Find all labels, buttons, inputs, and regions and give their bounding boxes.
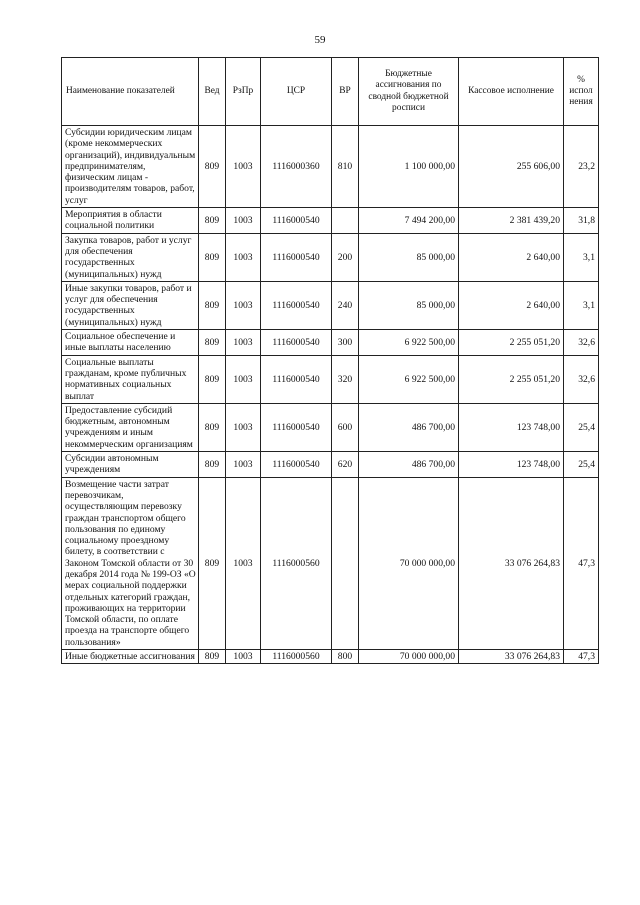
page-number: 59 <box>314 34 326 46</box>
row-ved: 809 <box>199 208 226 234</box>
header-percent: % испол нения <box>564 58 599 126</box>
row-vr: 600 <box>332 403 359 451</box>
row-cash: 2 255 051,20 <box>459 330 564 356</box>
header-vr: ВР <box>332 58 359 126</box>
row-ved: 809 <box>199 650 226 664</box>
row-rzpr: 1003 <box>226 403 261 451</box>
row-budget: 6 922 500,00 <box>359 330 459 356</box>
row-csr: 1116000540 <box>261 452 332 478</box>
row-percent: 23,2 <box>564 126 599 208</box>
header-csr: ЦСР <box>261 58 332 126</box>
row-rzpr: 1003 <box>226 650 261 664</box>
table-row <box>62 452 599 478</box>
row-name: Иные бюджетные ассигнования <box>62 650 199 664</box>
row-percent: 32,6 <box>564 355 599 403</box>
row-cash: 33 076 264,83 <box>459 477 564 649</box>
row-percent: 3,1 <box>564 233 599 281</box>
table-row <box>62 650 599 664</box>
row-budget: 85 000,00 <box>359 233 459 281</box>
table-row <box>62 281 599 329</box>
row-csr: 1116000540 <box>261 355 332 403</box>
row-ved: 809 <box>199 126 226 208</box>
row-vr: 800 <box>332 650 359 664</box>
row-ved: 809 <box>199 403 226 451</box>
row-rzpr: 1003 <box>226 452 261 478</box>
row-csr: 1116000560 <box>261 650 332 664</box>
header-ved: Вед <box>199 58 226 126</box>
row-ved: 809 <box>199 233 226 281</box>
row-rzpr: 1003 <box>226 330 261 356</box>
row-percent: 47,3 <box>564 650 599 664</box>
row-csr: 1116000540 <box>261 208 332 234</box>
row-budget: 85 000,00 <box>359 281 459 329</box>
row-percent: 25,4 <box>564 403 599 451</box>
budget-execution-table <box>61 57 599 664</box>
row-ved: 809 <box>199 281 226 329</box>
row-vr: 200 <box>332 233 359 281</box>
row-name: Социальное обеспечение и иные выплаты населению <box>62 330 199 356</box>
row-cash: 255 606,00 <box>459 126 564 208</box>
row-rzpr: 1003 <box>226 281 261 329</box>
table-row <box>62 355 599 403</box>
row-name: Возмещение части затрат перевозчикам, осуществляющим перевозку граждан транспортом общего пользования по единому социальному проездному билету, в соответствии с Законом Томской области от 30 декабря 2014 года № 199-ОЗ «О мерах социальной поддержки отдельных категорий граждан, проживающих на территории Томской области, по оплате проезда на транспорте общего пользования» <box>62 477 199 649</box>
row-cash: 33 076 264,83 <box>459 650 564 664</box>
row-name: Предоставление субсидий бюджетным, автономным учреждениям и иным некоммерческим организациям <box>62 403 199 451</box>
row-cash: 2 640,00 <box>459 233 564 281</box>
row-cash: 123 748,00 <box>459 403 564 451</box>
table-row <box>62 403 599 451</box>
row-vr: 300 <box>332 330 359 356</box>
row-ved: 809 <box>199 330 226 356</box>
row-csr: 1116000360 <box>261 126 332 208</box>
row-budget: 1 100 000,00 <box>359 126 459 208</box>
row-name: Мероприятия в области социальной политики <box>62 208 199 234</box>
row-percent: 25,4 <box>564 452 599 478</box>
row-ved: 809 <box>199 477 226 649</box>
row-budget: 6 922 500,00 <box>359 355 459 403</box>
row-name: Иные закупки товаров, работ и услуг для обеспечения государственных (муниципальных) нужд <box>62 281 199 329</box>
row-cash: 2 381 439,20 <box>459 208 564 234</box>
table-row <box>62 233 599 281</box>
header-rzpr: РзПр <box>226 58 261 126</box>
row-vr: 320 <box>332 355 359 403</box>
row-ved: 809 <box>199 355 226 403</box>
row-vr <box>332 477 359 649</box>
table-row <box>62 126 599 208</box>
row-budget: 486 700,00 <box>359 452 459 478</box>
row-rzpr: 1003 <box>226 477 261 649</box>
row-rzpr: 1003 <box>226 355 261 403</box>
row-cash: 123 748,00 <box>459 452 564 478</box>
row-percent: 31,8 <box>564 208 599 234</box>
row-percent: 32,6 <box>564 330 599 356</box>
row-vr <box>332 208 359 234</box>
row-budget: 70 000 000,00 <box>359 477 459 649</box>
header-name: Наименование показателей <box>62 58 199 126</box>
row-vr: 240 <box>332 281 359 329</box>
row-percent: 47,3 <box>564 477 599 649</box>
row-ved: 809 <box>199 452 226 478</box>
row-csr: 1116000560 <box>261 477 332 649</box>
row-vr: 620 <box>332 452 359 478</box>
row-rzpr: 1003 <box>226 126 261 208</box>
row-csr: 1116000540 <box>261 233 332 281</box>
row-name: Социальные выплаты гражданам, кроме публичных нормативных социальных выплат <box>62 355 199 403</box>
row-vr: 810 <box>332 126 359 208</box>
row-csr: 1116000540 <box>261 403 332 451</box>
row-name: Закупка товаров, работ и услуг для обеспечения государственных (муниципальных) нужд <box>62 233 199 281</box>
row-rzpr: 1003 <box>226 233 261 281</box>
row-budget: 486 700,00 <box>359 403 459 451</box>
row-name: Субсидии автономным учреждениям <box>62 452 199 478</box>
row-budget: 70 000 000,00 <box>359 650 459 664</box>
row-budget: 7 494 200,00 <box>359 208 459 234</box>
row-csr: 1116000540 <box>261 330 332 356</box>
table-row <box>62 208 599 234</box>
row-csr: 1116000540 <box>261 281 332 329</box>
row-name: Субсидии юридическим лицам (кроме некоммерческих организаций), индивидуальным предпринимателям, физическим лицам - производителям товаров, работ, услуг <box>62 126 199 208</box>
row-percent: 3,1 <box>564 281 599 329</box>
row-cash: 2 640,00 <box>459 281 564 329</box>
table-row <box>62 330 599 356</box>
row-cash: 2 255 051,20 <box>459 355 564 403</box>
row-rzpr: 1003 <box>226 208 261 234</box>
header-budget: Бюджетные ассигнования по сводной бюджетной росписи <box>359 58 459 126</box>
header-cash: Кассовое исполнение <box>459 58 564 126</box>
table-header-row <box>62 58 599 126</box>
table-row <box>62 477 599 649</box>
